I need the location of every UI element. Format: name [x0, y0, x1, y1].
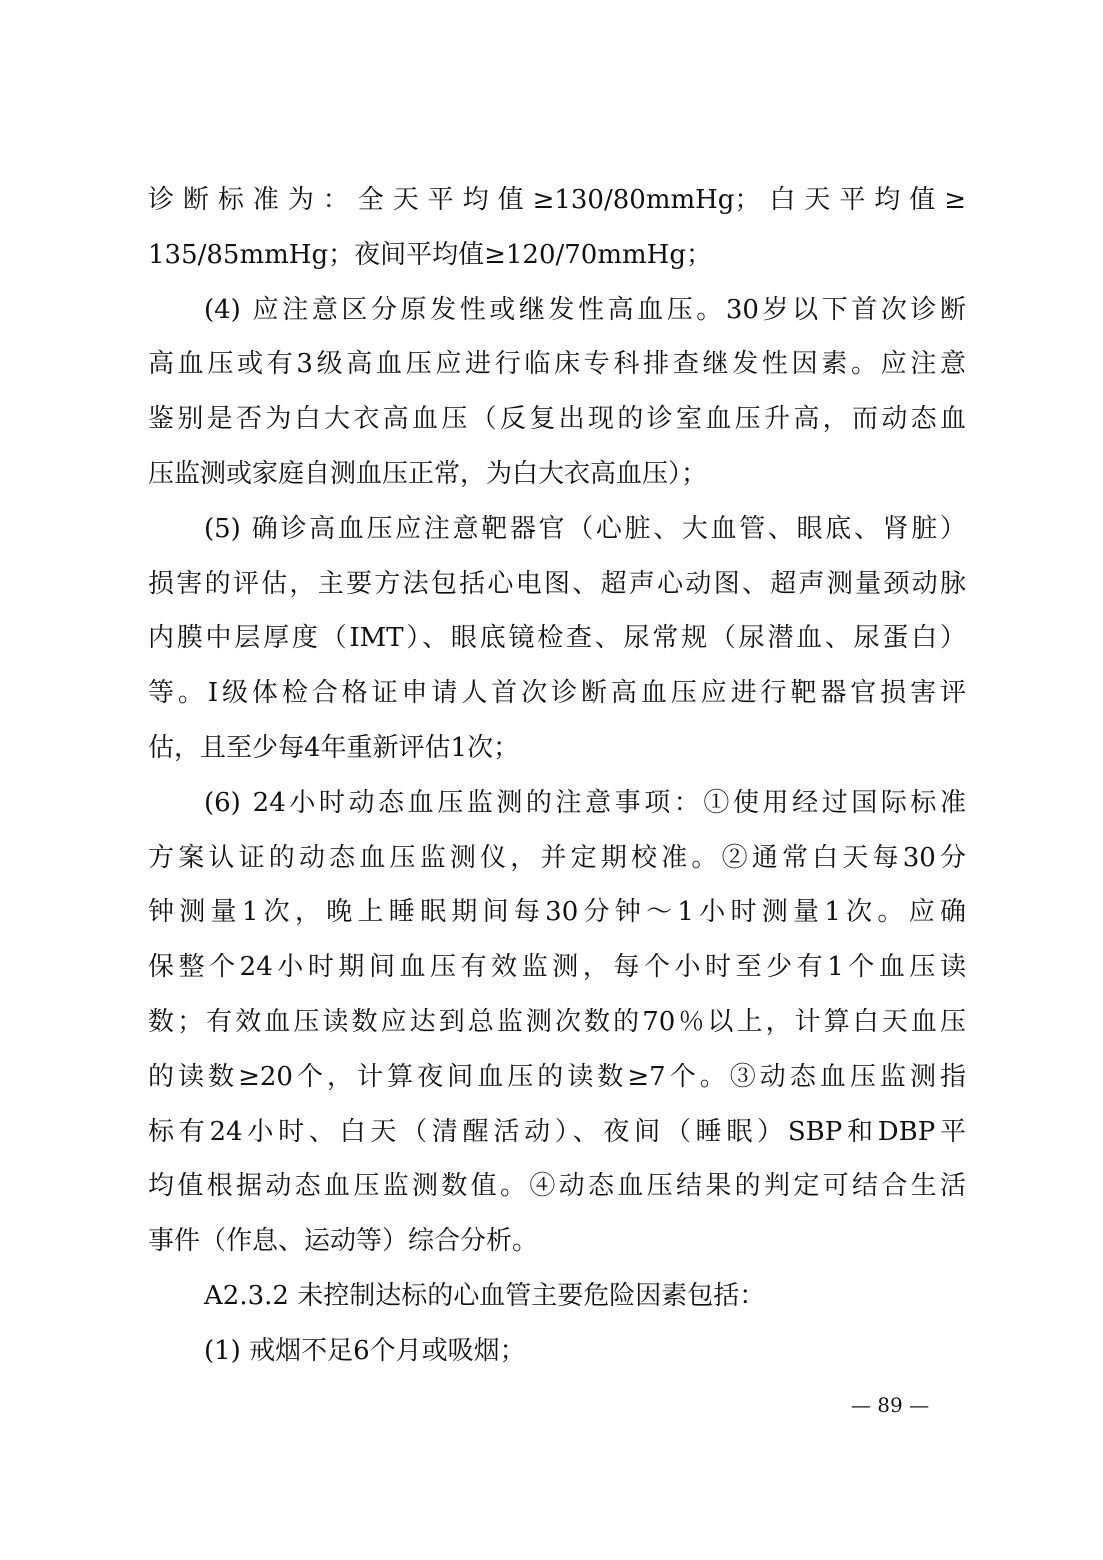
- text-line: 内膜中层厚度（IMT）、眼底镜检查、尿常规（尿潜血、尿蛋白）: [148, 623, 966, 654]
- text-line: 的读数≥20个，计算夜间血压的读数≥7个。③动态血压监测指: [148, 1061, 966, 1092]
- text-line: 数；有效血压读数应达到总监测次数的70％以上，计算白天血压: [148, 1006, 966, 1037]
- text-line: 方案认证的动态血压监测仪，并定期校准。②通常白天每30分: [148, 842, 966, 873]
- text-line: 事件（作息、运动等）综合分析。: [148, 1226, 539, 1257]
- text-line: 等。Ⅰ级体检合格证申请人首次诊断高血压应进行靶器官损害评: [148, 678, 966, 709]
- text-line: 估，且至少每4年重新评估1次；: [148, 732, 520, 763]
- text-line: (5) 确诊高血压应注意靶器官（心脏、大血管、眼底、肾脏）: [204, 513, 966, 544]
- text-line: 损害的评估，主要方法包括心电图、超声心动图、超声测量颈动脉: [148, 568, 966, 599]
- section-heading: A2.3.2 未控制达标的心血管主要危险因素包括：: [204, 1280, 766, 1311]
- text-line: 高血压或有3级高血压应进行临床专科排查继发性因素。应注意: [148, 349, 966, 380]
- text-line: 135/85mmHg；夜间平均值≥120/70mmHg；: [148, 239, 712, 270]
- page-body: [148, 173, 966, 1379]
- text-line: (4) 应注意区分原发性或继发性高血压。30岁以下首次诊断: [204, 294, 966, 325]
- text-line: 保整个24小时期间血压有效监测，每个小时至少有1个血压读: [148, 952, 966, 983]
- text-line: 压监测或家庭自测血压正常，为白大衣高血压）；: [148, 458, 708, 489]
- text-line: (1) 戒烟不足6个月或吸烟；: [204, 1335, 526, 1366]
- text-line: 诊断标准为：全天平均值≥130/80mmHg；白天平均值≥: [148, 185, 966, 215]
- text-line: 标有24小时、白天（清醒活动）、夜间（睡眠）SBP和DBP平: [148, 1116, 966, 1147]
- text-line: (6) 24小时动态血压监测的注意事项：①使用经过国际标准: [204, 787, 966, 818]
- text-line: 鉴别是否为白大衣高血压（反复出现的诊室血压升高，而动态血: [148, 404, 966, 435]
- page-number: — 89 —: [850, 1393, 930, 1417]
- text-line: 均值根据动态血压监测数值。④动态血压结果的判定可结合生活: [148, 1171, 966, 1202]
- text-line: 钟测量1次，晚上睡眠期间每30分钟～1小时测量1次。应确: [148, 897, 966, 928]
